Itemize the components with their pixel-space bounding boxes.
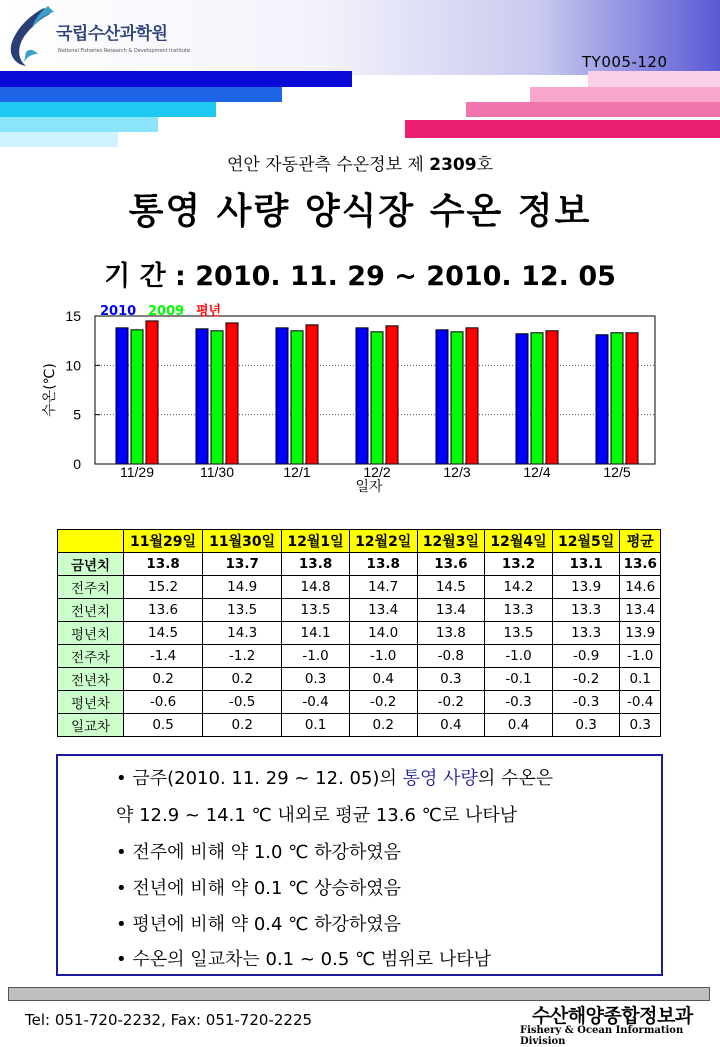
institute-english-name: National Fisheries Research & Development Institute (58, 48, 190, 54)
table-cell: 13.6 (417, 553, 485, 576)
table-cell: -1.2 (203, 645, 282, 668)
bar-평년-11/29 (146, 321, 158, 464)
report-title: 통영 사량 양식장 수온 정보 (128, 191, 592, 232)
bar-평년-12/3 (466, 328, 478, 464)
report-period: 기 간 : 2010. 11. 29 ~ 2010. 12. 05 (104, 261, 616, 292)
table-cell: 0.3 (417, 668, 485, 691)
bar-2009-11/30 (211, 331, 223, 464)
summary-line-vs-last-year: • 전년에 비해 약 0.1 ℃ 상승하였음 (116, 878, 402, 899)
table-header-cell: 12월5일 (552, 530, 620, 553)
y-axis-label: 수온(℃) (42, 363, 58, 417)
temperature-table (57, 529, 661, 737)
table-cell: 13.3 (552, 599, 620, 622)
bar-2009-12/3 (451, 332, 463, 464)
table-header-cell: 12월2일 (349, 530, 417, 553)
table-row-label: 전년차 (58, 668, 124, 691)
table-cell: 13.3 (485, 599, 553, 622)
summary-box (56, 754, 663, 976)
table-cell: -0.2 (417, 691, 485, 714)
table-header-cell: 12월3일 (417, 530, 485, 553)
table-cell: 13.2 (485, 553, 553, 576)
x-tick-label: 12/5 (603, 464, 631, 480)
summary-text: 의 수온은 (477, 768, 554, 789)
table-cell: 14.1 (282, 622, 350, 645)
table-cell: -0.4 (620, 691, 661, 714)
institute-logo (4, 4, 194, 68)
table-cell: -0.2 (349, 691, 417, 714)
bar-2010-12/5 (596, 335, 608, 464)
x-tick-label: 12/4 (523, 464, 551, 480)
stripe-pale-cyan (0, 132, 118, 147)
table-cell: 13.6 (124, 599, 203, 622)
table-cell: 14.6 (620, 576, 661, 599)
document-code: TY005-120 (582, 53, 668, 71)
summary-text: • 금주(2010. 11. 29 ~ 12. 05)의 (116, 768, 403, 789)
x-tick-label: 12/1 (283, 464, 311, 480)
x-tick-label: 12/2 (363, 464, 391, 480)
bar-평년-12/5 (626, 333, 638, 464)
table-row (58, 645, 661, 668)
table-cell: -0.2 (552, 668, 620, 691)
table-row-label: 전년치 (58, 599, 124, 622)
summary-line-weekly-range (116, 764, 553, 790)
water-temperature-bar-chart (42, 300, 670, 500)
table-cell: 13.7 (203, 553, 282, 576)
bar-2010-12/2 (356, 328, 368, 464)
table-row-label: 평년차 (58, 691, 124, 714)
table-cell: -0.6 (124, 691, 203, 714)
table-row-label: 일교차 (58, 714, 124, 737)
summary-line-vs-normal: • 평년에 비해 약 0.4 ℃ 하강하였음 (116, 914, 402, 935)
table-corner-cell (58, 530, 124, 553)
x-tick-label: 12/3 (443, 464, 471, 480)
table-cell: 13.6 (620, 553, 661, 576)
stripe-pale-pink (588, 71, 720, 87)
contact-info: Tel: 051-720-2232, Fax: 051-720-2225 (25, 1011, 313, 1029)
table-cell: 13.1 (552, 553, 620, 576)
y-tick-label: 0 (73, 456, 81, 472)
table-cell: -0.3 (552, 691, 620, 714)
table-cell: 13.5 (485, 622, 553, 645)
table-cell: 0.2 (124, 668, 203, 691)
table-cell: 13.8 (282, 553, 350, 576)
table-cell: 13.8 (124, 553, 203, 576)
table-header-cell: 12월1일 (282, 530, 350, 553)
stripe-light-cyan (0, 117, 158, 132)
bar-평년-12/4 (546, 331, 558, 464)
table-cell: 0.1 (620, 668, 661, 691)
table-cell: -0.5 (203, 691, 282, 714)
legend-평년: 평년 (196, 304, 222, 319)
stripe-magenta (405, 120, 720, 138)
table-cell: 0.1 (282, 714, 350, 737)
summary-line-average: 약 12.9 ~ 14.1 ℃ 내외로 평균 13.6 ℃로 나타남 (116, 805, 518, 826)
table-row (58, 668, 661, 691)
x-tick-label: 11/29 (120, 464, 154, 480)
table-cell: -1.4 (124, 645, 203, 668)
stripe-navy (0, 71, 352, 87)
table-cell: -1.0 (349, 645, 417, 668)
bar-평년-12/1 (306, 325, 318, 464)
legend-2009: 2009 (148, 304, 185, 319)
table-cell: -0.4 (282, 691, 350, 714)
y-tick-label: 10 (65, 357, 81, 374)
table-cell: 14.8 (282, 576, 350, 599)
bar-2009-12/5 (611, 333, 623, 464)
table-cell: 13.9 (620, 622, 661, 645)
table-cell: 14.2 (485, 576, 553, 599)
x-tick-label: 11/30 (200, 464, 234, 480)
institute-name: 국립수산과학원 (56, 24, 168, 44)
table-cell: 0.3 (620, 714, 661, 737)
table-cell: 13.3 (552, 622, 620, 645)
report-subtitle (0, 150, 720, 175)
table-cell: 13.5 (282, 599, 350, 622)
bar-2010-12/3 (436, 330, 448, 464)
table-row (58, 714, 661, 737)
table-cell: -0.9 (552, 645, 620, 668)
table-header-cell: 12월4일 (485, 530, 553, 553)
table-cell: 0.4 (485, 714, 553, 737)
table-cell: 13.8 (417, 622, 485, 645)
summary-location: 통영 사량 (402, 768, 478, 789)
table-row (58, 622, 661, 645)
summary-line-daily-range: • 수온의 일교차는 0.1 ~ 0.5 ℃ 범위로 나타남 (116, 949, 491, 970)
table-row-label: 금년치 (58, 553, 124, 576)
table-cell: 14.5 (124, 622, 203, 645)
table-cell: 0.5 (124, 714, 203, 737)
division-name: 수산해양종합정보과 (532, 1005, 693, 1027)
table-cell: -0.3 (485, 691, 553, 714)
legend-2010: 2010 (100, 304, 137, 319)
table-cell: 0.3 (282, 668, 350, 691)
table-header-cell: 11월29일 (124, 530, 203, 553)
table-row-label: 전주치 (58, 576, 124, 599)
table-cell: 14.3 (203, 622, 282, 645)
table-cell: 13.8 (349, 553, 417, 576)
summary-line-vs-last-week: • 전주에 비해 약 1.0 ℃ 하강하였음 (116, 842, 402, 863)
table-cell: -0.1 (485, 668, 553, 691)
table-cell: 13.4 (417, 599, 485, 622)
table-cell: 13.5 (203, 599, 282, 622)
bar-2009-12/2 (371, 332, 383, 464)
table-header-cell: 11월30일 (203, 530, 282, 553)
bar-2010-12/4 (516, 334, 528, 464)
table-cell: 0.4 (417, 714, 485, 737)
table-header-row (58, 530, 661, 553)
table-cell: 14.7 (349, 576, 417, 599)
table-row-label: 전주차 (58, 645, 124, 668)
table-row (58, 553, 661, 576)
table-cell: 0.4 (349, 668, 417, 691)
table-cell: 13.4 (620, 599, 661, 622)
table-cell: 13.9 (552, 576, 620, 599)
stripe-pink (466, 102, 720, 117)
table-cell: -1.0 (282, 645, 350, 668)
bar-2009-12/4 (531, 333, 543, 464)
table-row (58, 576, 661, 599)
issue-number: 2309 (429, 155, 477, 175)
stripe-blue (0, 87, 282, 102)
bar-2010-11/29 (116, 328, 128, 464)
stripe-light-pink (530, 87, 720, 102)
fish-logo-icon (4, 4, 64, 68)
stripe-cyan (0, 102, 216, 117)
footer-divider (8, 987, 710, 1001)
bar-2010-12/1 (276, 328, 288, 464)
table-header-cell: 평균 (620, 530, 661, 553)
table-row (58, 691, 661, 714)
table-row (58, 599, 661, 622)
table-cell: -1.0 (620, 645, 661, 668)
bar-평년-11/30 (226, 323, 238, 464)
table-cell: 15.2 (124, 576, 203, 599)
subtitle-prefix: 연안 자동관측 수온정보 제 (226, 155, 430, 175)
division-english-name: Fishery & Ocean Information Division (520, 1025, 684, 1047)
table-cell: 0.2 (349, 714, 417, 737)
x-axis-label: 일자 (355, 479, 383, 495)
table-cell: 14.9 (203, 576, 282, 599)
bar-2010-11/30 (196, 329, 208, 464)
y-tick-label: 15 (65, 308, 81, 324)
bar-평년-12/2 (386, 326, 398, 464)
table-cell: 13.4 (349, 599, 417, 622)
bar-2009-11/29 (131, 330, 143, 464)
table-cell: 0.2 (203, 668, 282, 691)
table-cell: 0.2 (203, 714, 282, 737)
subtitle-suffix: 호 (476, 155, 494, 175)
table-cell: 14.5 (417, 576, 485, 599)
y-tick-label: 5 (73, 406, 81, 423)
table-cell: -1.0 (485, 645, 553, 668)
bar-2009-12/1 (291, 331, 303, 464)
table-cell: 0.3 (552, 714, 620, 737)
table-row-label: 평년치 (58, 622, 124, 645)
table-cell: -0.8 (417, 645, 485, 668)
table-cell: 14.0 (349, 622, 417, 645)
